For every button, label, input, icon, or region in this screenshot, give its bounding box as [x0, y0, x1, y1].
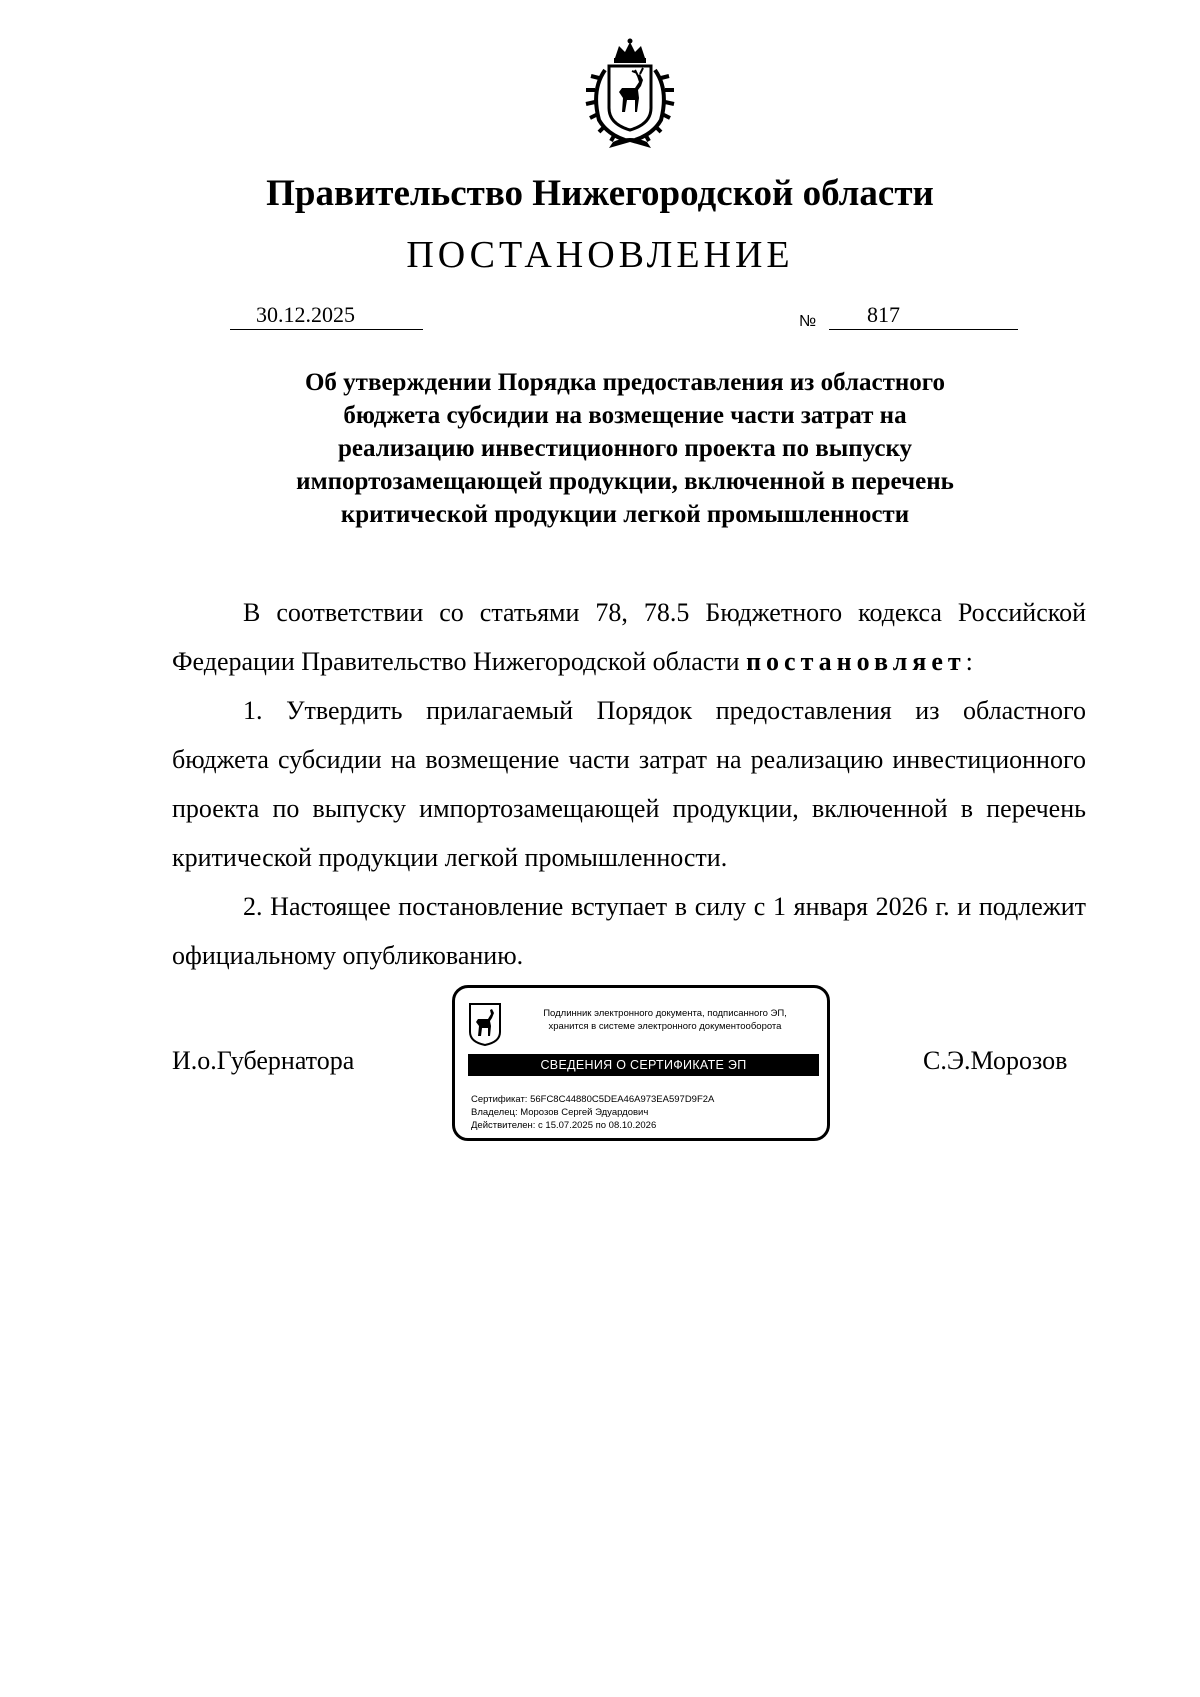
title-line: критической продукции легкой промышленности	[340, 501, 910, 528]
stamp-certificate: Сертификат: 56FC8C44880C5DEA46A973EA597D9F2A	[471, 1094, 715, 1105]
paragraph-item-1: 1. Утвердить прилагаемый Порядок предоставления из областного бюджета субсидии на возмещение части затрат на реализацию инвестиционного проекта по выпуску импортозамещающей продукции, включенной в перечень критической продукции легкой промышленности.	[172, 696, 1086, 872]
number-sign: №	[799, 313, 817, 330]
title-line: импортозамещающей продукции, включенной в перечень	[296, 468, 954, 495]
preamble-colon: :	[965, 647, 973, 676]
document-body	[172, 588, 1086, 980]
document-title	[230, 366, 1020, 531]
organization-name: Правительство Нижегородской области	[266, 173, 934, 214]
signatory-name: С.Э.Морозов	[923, 1046, 1068, 1075]
title-line: бюджета субсидии на возмещение части затрат на	[343, 402, 907, 429]
electronic-signature-stamp	[452, 985, 830, 1141]
coat-of-arms-icon	[577, 38, 683, 148]
title-line: реализацию инвестиционного проекта по выпуску	[337, 435, 913, 462]
document-date: 30.12.2025	[256, 302, 355, 327]
preamble-text: В соответствии со статьями 78, 78.5 Бюджетного кодекса Российской Федерации Правительство Нижегородской области	[172, 598, 1086, 676]
stamp-note	[515, 1007, 815, 1033]
document-number: 817	[867, 302, 900, 327]
stamp-validity: Действителен: с 15.07.2025 по 08.10.2026	[471, 1120, 657, 1131]
stamp-note-line: хранится в системе электронного документооборота	[548, 1021, 782, 1032]
document-number-field	[829, 303, 1018, 330]
paragraph-item-2: 2. Настоящее постановление вступает в силу с 1 января 2026 г. и подлежит официальному опубликованию.	[172, 892, 1086, 970]
title-line: Об утверждении Порядка предоставления из областного	[304, 369, 945, 396]
preamble-verb: постановляет	[746, 647, 966, 676]
stamp-note-line: Подлинник электронного документа, подписанного ЭП,	[543, 1008, 787, 1019]
document-date-field	[230, 303, 423, 330]
stamp-heading: СВЕДЕНИЯ О СЕРТИФИКАТЕ ЭП	[468, 1054, 819, 1076]
stamp-emblem-icon	[468, 1002, 502, 1046]
stamp-owner: Владелец: Морозов Сергей Эдуардович	[471, 1107, 649, 1118]
signatory-position: И.о.Губернатора	[172, 1046, 355, 1075]
preamble-paragraph	[172, 588, 1086, 686]
document-type: ПОСТАНОВЛЕНИЕ	[406, 234, 794, 276]
stamp-details	[471, 1093, 714, 1132]
